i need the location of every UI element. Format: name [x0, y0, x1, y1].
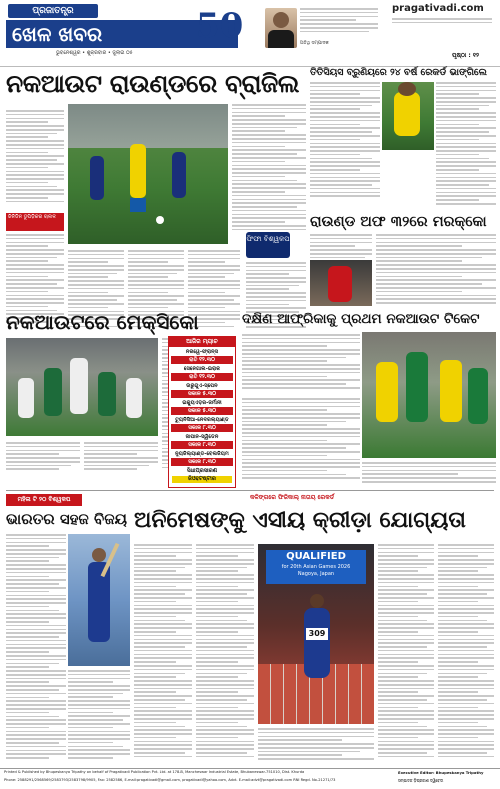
masthead-title: ଖେଳ ଖବର: [12, 22, 103, 46]
fixtures-title: ଆଜିର ମ୍ୟାଚ: [169, 337, 235, 347]
athletics-column-3: [258, 728, 374, 764]
site-name: pragativadi: [392, 3, 457, 14]
fixture-row: [171, 366, 233, 381]
athletics-photo: [258, 544, 374, 724]
lead-headline: ନକଆଉଟ ରାଉଣ୍ଡରେ ବ୍ରାଜିଲ: [6, 69, 300, 98]
masthead-header: [0, 0, 500, 67]
mexico-column-2: [84, 442, 158, 474]
lead-photo: [68, 104, 228, 244]
social-handles: [392, 18, 492, 26]
right-top-photo: [382, 82, 434, 150]
fixture-row: [171, 451, 233, 466]
fixtures-broadcast-label: ସିଧାପ୍ରସାରଣ: [186, 468, 217, 474]
qualified-title: QUALIFIED: [286, 551, 346, 562]
brand-logo: ପ୍ରଜାତନ୍ତ୍ର: [8, 4, 98, 18]
site-url: [392, 3, 484, 14]
section-divider: [6, 490, 494, 491]
site-suffix: .com: [456, 3, 484, 14]
fixture-time: ସକାଳ ୫.୩୦: [171, 407, 233, 415]
fixture-time: ସକାଳ ୫.୩୦: [171, 390, 233, 398]
fixtures-channel: ଜିଓହଟଷ୍ଟାର: [172, 476, 232, 483]
fixtures-list: [169, 349, 235, 466]
right-top-column-2: [436, 82, 496, 212]
mexico-column-1: [6, 442, 80, 474]
guest-editor-note: [300, 8, 378, 38]
right-top-headline: ତିତିସିୟସ ବ୍ରୁଣିୟରେ ୨୪ ବର୍ଷ ରେକର୍ଡ ଭାଙ୍ଗିଲେ: [310, 67, 487, 78]
safrica-column-2: [242, 398, 360, 482]
athletics-column-4: [378, 544, 434, 764]
fixture-row: [171, 434, 233, 449]
footer: [0, 768, 500, 789]
athletics-column-2: [196, 544, 254, 764]
anniversary-badge: [196, 4, 244, 48]
fixture-time: ସକାଳ ୮.୩୦: [171, 458, 233, 466]
fixture-row: [171, 349, 233, 364]
fixture-teams: ଇକ୍ୟୁଏଡ଼ର-ଜର୍ମାନୀ: [182, 400, 222, 406]
safrica-column-1: [242, 334, 360, 394]
safrica-photo: [362, 332, 496, 458]
india-column-1: [6, 534, 66, 764]
right-mid-headline: ରାଉଣ୍ଡ ଅଫ ୩୨ରେ ମରକ୍କୋ: [310, 214, 487, 230]
fixture-time: ସକାଳ ୮.୩୦: [171, 441, 233, 449]
mexico-photo: [6, 338, 158, 436]
fixture-teams: ସେନେଗାଲ-ଇରାକ: [183, 366, 221, 372]
fixture-row: [171, 400, 233, 415]
dateline: ଭୁବନେଶ୍ୱର • ଶୁକ୍ରବାର • ଜୁଲାଇ ୦୫: [56, 50, 133, 56]
fixture-teams: ଉରୁଗୁଏ-ସ୍ପେନ: [186, 383, 218, 389]
cricket-photo: [68, 534, 130, 666]
guest-editor-photo: [265, 8, 297, 48]
fixture-row: [171, 383, 233, 398]
anniversary-number: 50: [196, 6, 244, 46]
fixture-teams: ଟ୍ୟୁନିସିଆ-ନେଦରଲ୍ୟାଣ୍ଡ: [175, 417, 229, 423]
mexico-headline: ନକଆଉଟରେ ମେକ୍ସିକୋ: [6, 310, 199, 334]
athlete-bib: 309: [306, 628, 328, 640]
athletics-column-5: [438, 544, 494, 764]
fixture-row: [171, 417, 233, 432]
athletics-kicker: କଳିଙ୍ଗରେ ଫିଜିକାଲ୍ ନାତାୟ ରେକର୍ଡ: [250, 494, 335, 501]
india-column-2: [68, 670, 130, 764]
qualified-banner: [266, 550, 366, 584]
safrica-headline: ଦକ୍ଷିଣ ଆଫ୍ରିକାକୁ ପ୍ରଥମ ନକଆଉଟ ଟିକେଟ: [242, 311, 480, 327]
athletics-column-1: [134, 544, 192, 764]
fixtures-box: [168, 336, 236, 488]
guest-editor-caption: ଅତିଥି ସମ୍ପାଦକ: [300, 41, 329, 46]
fifa-worldcup-label: ଫିଫା ବିଶ୍ୱକପ: [246, 232, 290, 258]
fixture-teams: ନ୍ୟୁଜିଲ୍ୟାଣ୍ଡ-ବେଲଜିୟମ: [175, 451, 229, 457]
morocco-photo: [310, 260, 372, 306]
fixture-time: ରାତି ୧୨.୩୦: [171, 356, 233, 364]
lead-inset-caption: ଜିନିଡିନ ଡୁପିଡ଼ିକର ଚାଲଳ: [6, 213, 64, 231]
safrica-column-3: [362, 462, 496, 486]
fixture-time: ସକାଳ ୮.୩୦: [171, 424, 233, 432]
qualified-subtitle: for 20th Asian Games 2026: [281, 564, 351, 570]
fixture-time: ରାତି ୧୨.୩୦: [171, 373, 233, 381]
footer-line-1: Printed & Published by Bhupeskanya Tripathy on behalf of Pragativadi Publication Pvt. Ltd. at 178-B, Mancheswar Industrial Estate, Bhubaneswar-751010, Dist. Khurda: [4, 770, 305, 774]
morocco-column-2: [376, 234, 496, 306]
footer-line-2: Phone: 2588291/2568569/2583793/2583798/9905, Fax: 2582586, E-mail:pragativadi@gmail.com, pragativadi@yahoo.com, Advt. E-mail:advt@pragativadi.com RNI Regd. No-21271/73: [4, 778, 336, 782]
qualified-place: Nagoya, Japan: [297, 571, 335, 577]
lead-column-5: [232, 104, 306, 234]
athletics-headline: ଅନିମେଷଙ୍କୁ ଏସୀୟ କ୍ରୀଡ଼ା ଯୋଗ୍ୟତା: [134, 508, 466, 533]
page-number: ପୃଷ୍ଠା : ୧୨: [452, 52, 479, 59]
right-top-column-1: [310, 82, 380, 202]
lead-column-1: [6, 110, 64, 210]
footer-editor: Executive Editor: Bhupeskanya Tripathy: [398, 770, 484, 775]
india-headline: ଭାରତର ସହଜ ବିଜୟ: [6, 510, 127, 528]
fixture-teams: ନରୱେ-ଫ୍ରାନ୍ସ: [185, 349, 219, 355]
women-t20-label: ମହିଳା ଟି ୨୦ ବିଶ୍ୱକପ: [6, 494, 82, 506]
fixture-teams: ଜାପାନ-ସ୍ୱିଡେନ: [185, 434, 219, 440]
footer-editor-2: ସମ୍ପାଦକ ଡ଼ିପ୍ରକାଶ ଦ୍ୱିବେଦୀ: [398, 778, 444, 783]
